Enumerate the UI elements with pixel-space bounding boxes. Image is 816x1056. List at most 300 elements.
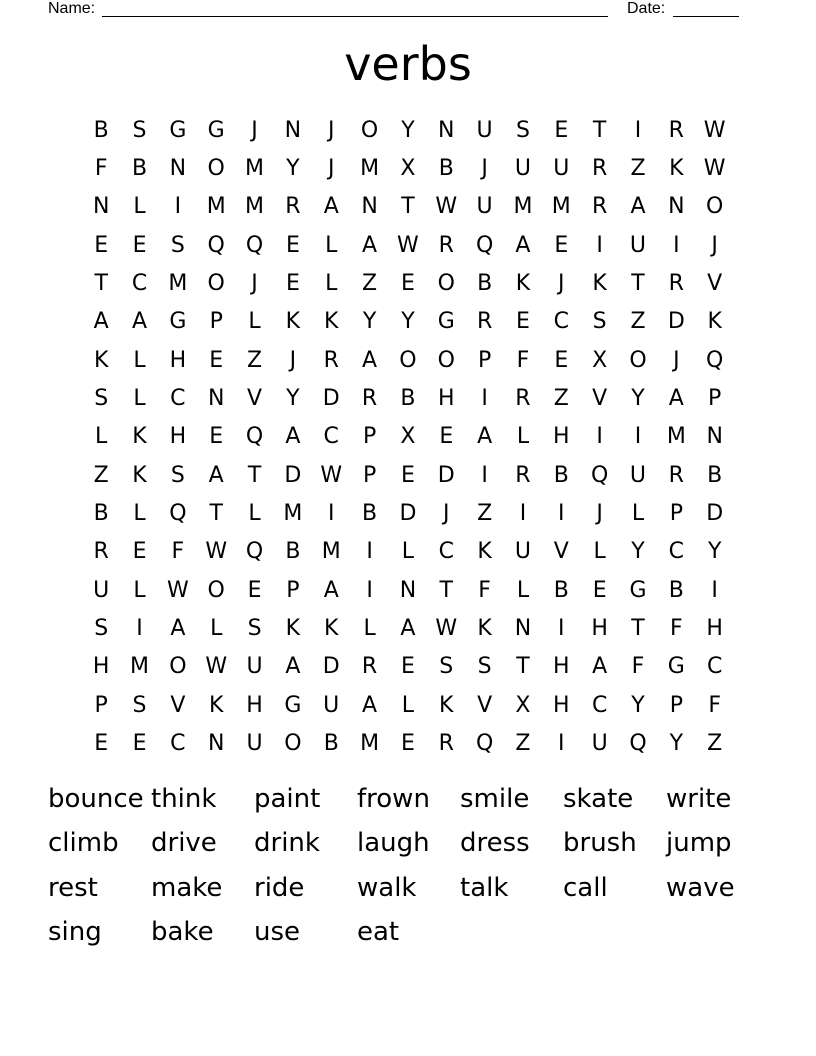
grid-letter: O: [284, 731, 302, 757]
grid-letter: C: [323, 424, 339, 450]
grid-letter: L: [516, 577, 530, 603]
word-bank-item: skate: [563, 784, 634, 814]
name-blank-line[interactable]: [102, 2, 608, 17]
word-bank-item: bounce: [48, 784, 144, 814]
grid-letter: J: [327, 117, 335, 143]
grid-letter: E: [400, 462, 415, 488]
grid-letter: G: [437, 309, 455, 335]
grid-letter: Y: [401, 117, 415, 143]
word-bank-item: laugh: [357, 828, 430, 859]
page-title: verbs: [344, 37, 472, 91]
word-bank-item: climb: [48, 828, 119, 859]
grid-letter: L: [133, 501, 146, 527]
grid-letter: U: [553, 156, 570, 182]
grid-letter: Z: [630, 309, 646, 335]
grid-letter: R: [668, 271, 684, 297]
grid-letter: I: [327, 501, 335, 527]
grid-letter: U: [629, 232, 647, 258]
grid-letter: D: [322, 654, 340, 680]
grid-letter: V: [477, 692, 493, 718]
grid-letter: M: [360, 156, 380, 182]
grid-letter: G: [169, 117, 187, 143]
grid-letter: N: [92, 194, 110, 220]
grid-letter: K: [93, 347, 109, 373]
grid-letter: D: [322, 386, 340, 412]
grid-letter: C: [553, 309, 569, 335]
word-bank-item: think: [151, 784, 217, 814]
grid-letter: I: [673, 232, 680, 258]
grid-letter: R: [438, 232, 454, 258]
grid-letter: Z: [707, 731, 723, 757]
grid-letter: M: [666, 424, 686, 450]
grid-letter: G: [169, 309, 187, 335]
grid-letter: W: [320, 462, 343, 488]
grid-letter: E: [554, 117, 569, 143]
word-bank-item: talk: [460, 872, 509, 903]
grid-letter: Q: [245, 232, 264, 258]
grid-letter: X: [592, 347, 608, 373]
grid-letter: Y: [631, 386, 645, 412]
grid-letter: X: [515, 692, 531, 718]
grid-letter: V: [707, 271, 723, 297]
grid-letter: Y: [286, 156, 300, 182]
grid-letter: G: [629, 577, 647, 603]
grid-letter: R: [668, 462, 684, 488]
grid-letter: C: [706, 654, 723, 680]
grid-letter: O: [437, 347, 455, 373]
grid-letter: U: [93, 577, 110, 603]
grid-letter: P: [209, 309, 223, 335]
grid-letter: O: [399, 347, 417, 373]
grid-letter: U: [514, 539, 531, 565]
grid-letter: T: [94, 271, 108, 297]
grid-letter: J: [289, 347, 297, 373]
grid-letter: Q: [629, 731, 647, 757]
grid-letter: K: [477, 616, 492, 642]
grid-letter: B: [438, 156, 454, 182]
grid-letter: A: [323, 577, 339, 603]
grid-letter: T: [247, 462, 262, 488]
grid-letter: H: [169, 424, 187, 450]
grid-letter: B: [477, 271, 493, 297]
grid-letter: W: [166, 577, 189, 603]
grid-letter: T: [631, 271, 645, 297]
grid-letter: C: [170, 731, 186, 757]
grid-letter: W: [435, 194, 458, 220]
word-bank-item: wave: [666, 872, 735, 903]
grid-letter: I: [711, 577, 718, 603]
grid-letter: O: [360, 117, 379, 143]
grid-letter: H: [553, 692, 570, 718]
grid-letter: T: [631, 616, 645, 642]
grid-letter: N: [361, 194, 378, 220]
grid-letter: Y: [401, 309, 415, 335]
grid-letter: I: [481, 462, 488, 488]
grid-letter: P: [286, 577, 300, 603]
grid-letter: D: [399, 501, 417, 527]
grid-letter: A: [362, 692, 378, 718]
grid-letter: E: [554, 347, 569, 373]
word-bank-item: use: [254, 916, 301, 947]
grid-letter: J: [558, 271, 565, 297]
date-blank-line[interactable]: [673, 2, 739, 17]
grid-letter: M: [283, 501, 303, 527]
grid-letter: I: [634, 424, 642, 450]
grid-letter: K: [324, 616, 339, 642]
grid-letter: N: [668, 194, 685, 220]
grid-letter: E: [400, 654, 415, 680]
grid-letter: P: [362, 462, 377, 488]
grid-letter: N: [207, 731, 225, 757]
grid-letter: R: [93, 539, 109, 565]
grid-letter: U: [476, 117, 493, 143]
grid-letter: W: [205, 539, 228, 565]
grid-letter: N: [169, 156, 187, 182]
grid-letter: S: [94, 386, 109, 412]
grid-letter: K: [285, 309, 301, 335]
grid-letter: Y: [286, 386, 300, 412]
grid-letter: Z: [553, 386, 569, 412]
grid-letter: G: [207, 117, 225, 143]
grid-letter: L: [95, 424, 108, 450]
grid-letter: K: [477, 539, 492, 565]
grid-letter: E: [285, 271, 300, 297]
grid-letter: J: [481, 156, 488, 182]
grid-letter: G: [667, 654, 685, 680]
grid-letter: B: [323, 731, 339, 757]
grid-letter: P: [94, 692, 108, 718]
grid-letter: L: [401, 692, 415, 718]
word-bank-item: drink: [254, 828, 320, 859]
grid-letter: M: [168, 271, 188, 297]
grid-letter: Y: [631, 539, 645, 565]
grid-letter: I: [596, 232, 603, 258]
grid-letter: Y: [362, 309, 377, 335]
grid-letter: A: [362, 232, 378, 258]
grid-letter: W: [205, 654, 228, 680]
grid-letter: H: [437, 386, 455, 412]
grid-letter: J: [327, 156, 335, 182]
grid-letter: H: [169, 347, 187, 373]
grid-letter: O: [207, 271, 225, 297]
grid-letter: T: [401, 194, 415, 220]
grid-letter: N: [399, 577, 417, 603]
grid-letter: Z: [93, 462, 109, 488]
grid-letter: D: [284, 462, 302, 488]
grid-letter: E: [285, 232, 300, 258]
grid-letter: P: [362, 424, 377, 450]
grid-letter: E: [209, 347, 224, 373]
grid-letter: M: [245, 194, 265, 220]
grid-letter: I: [634, 117, 642, 143]
grid-letter: F: [171, 539, 185, 565]
letter-grid: [82, 111, 734, 763]
grid-letter: K: [515, 271, 531, 297]
grid-letter: L: [325, 271, 338, 297]
grid-letter: Y: [631, 692, 645, 718]
grid-letter: R: [515, 462, 531, 488]
grid-letter: S: [592, 309, 607, 335]
grid-letter: L: [133, 577, 146, 603]
grid-letter: J: [711, 232, 718, 258]
grid-letter: B: [362, 501, 378, 527]
grid-letter: S: [170, 462, 185, 488]
grid-letter: R: [323, 347, 339, 373]
grid-letter: S: [515, 117, 530, 143]
grid-letter: N: [207, 386, 225, 412]
grid-letter: T: [439, 577, 453, 603]
grid-letter: Q: [475, 731, 494, 757]
grid-letter: G: [284, 692, 302, 718]
grid-letter: X: [400, 424, 416, 450]
grid-letter: V: [247, 386, 263, 412]
grid-letter: I: [366, 539, 373, 565]
grid-letter: K: [669, 156, 684, 182]
grid-letter: C: [131, 271, 148, 297]
grid-letter: R: [438, 731, 454, 757]
grid-letter: H: [706, 616, 723, 642]
grid-letter: J: [251, 271, 258, 297]
grid-letter: F: [708, 692, 721, 718]
word-bank: [48, 777, 768, 954]
grid-letter: T: [592, 117, 607, 143]
grid-letter: C: [591, 692, 608, 718]
word-bank-item: sing: [48, 916, 102, 947]
word-bank-item: ride: [254, 872, 305, 903]
grid-letter: F: [478, 577, 491, 603]
grid-letter: D: [706, 501, 724, 527]
grid-letter: I: [174, 194, 182, 220]
grid-letter: M: [245, 156, 265, 182]
grid-letter: M: [130, 654, 149, 680]
grid-letter: P: [669, 692, 683, 718]
word-bank-item: rest: [48, 872, 98, 903]
grid-letter: Z: [362, 271, 378, 297]
grid-letter: L: [248, 501, 261, 527]
date-label: Date:: [627, 0, 666, 17]
grid-letter: E: [132, 731, 147, 757]
grid-letter: O: [169, 654, 187, 680]
grid-letter: A: [131, 309, 148, 335]
grid-letter: O: [207, 577, 225, 603]
grid-letter: U: [476, 194, 493, 220]
grid-letter: U: [246, 654, 263, 680]
grid-letter: S: [132, 692, 147, 718]
grid-letter: E: [400, 731, 415, 757]
grid-letter: L: [631, 501, 645, 527]
grid-letter: Q: [590, 462, 609, 488]
grid-letter: E: [400, 271, 415, 297]
grid-letter: S: [94, 616, 109, 642]
grid-letter: V: [553, 539, 569, 565]
grid-letter: K: [285, 616, 301, 642]
grid-letter: L: [210, 616, 223, 642]
grid-letter: L: [133, 194, 146, 220]
grid-letter: L: [133, 347, 146, 373]
grid-letter: P: [669, 501, 683, 527]
grid-letter: B: [553, 577, 569, 603]
grid-letter: Z: [477, 501, 493, 527]
grid-letter: U: [323, 692, 340, 718]
grid-letter: E: [94, 232, 109, 258]
word-bank-item: make: [151, 872, 223, 903]
grid-letter: A: [170, 616, 186, 642]
grid-letter: Q: [207, 232, 225, 258]
grid-letter: E: [592, 577, 607, 603]
grid-letter: S: [439, 654, 454, 680]
grid-letter: B: [400, 386, 416, 412]
grid-letter: A: [323, 194, 339, 220]
grid-letter: E: [209, 424, 224, 450]
grid-letter: D: [667, 309, 685, 335]
grid-letter: P: [477, 347, 492, 373]
grid-letter: R: [668, 117, 684, 143]
grid-letter: N: [706, 424, 723, 450]
grid-letter: P: [708, 386, 722, 412]
grid-letter: M: [321, 539, 341, 565]
grid-letter: Z: [630, 156, 646, 182]
grid-letter: O: [706, 194, 724, 220]
word-bank-item: brush: [563, 828, 637, 859]
grid-letter: A: [208, 462, 224, 488]
grid-letter: E: [132, 232, 147, 258]
grid-letter: E: [94, 731, 109, 757]
grid-letter: I: [558, 501, 565, 527]
grid-letter: I: [481, 386, 488, 412]
grid-letter: Q: [245, 539, 264, 565]
grid-letter: O: [437, 271, 455, 297]
grid-letter: H: [246, 692, 263, 718]
grid-letter: E: [132, 539, 147, 565]
grid-letter: B: [285, 539, 301, 565]
grid-letter: W: [703, 117, 726, 143]
grid-letter: K: [592, 271, 607, 297]
grid-letter: A: [515, 232, 531, 258]
grid-letter: A: [93, 309, 109, 335]
grid-letter: J: [596, 501, 603, 527]
grid-letter: E: [439, 424, 454, 450]
grid-letter: N: [438, 117, 455, 143]
word-bank-item: write: [666, 784, 732, 814]
grid-letter: A: [592, 654, 608, 680]
grid-letter: L: [325, 232, 338, 258]
grid-letter: L: [248, 309, 261, 335]
grid-letter: B: [668, 577, 684, 603]
grid-letter: M: [513, 194, 533, 220]
word-bank-item: walk: [357, 872, 417, 903]
word-bank-item: dress: [460, 828, 530, 859]
grid-letter: V: [170, 692, 186, 718]
grid-letter: E: [247, 577, 262, 603]
grid-letter: L: [363, 616, 376, 642]
grid-letter: A: [668, 386, 684, 412]
grid-letter: F: [670, 616, 683, 642]
grid-letter: M: [551, 194, 571, 220]
word-bank-item: jump: [666, 828, 732, 859]
grid-letter: C: [170, 386, 186, 412]
grid-letter: N: [514, 616, 532, 642]
word-bank-item: drive: [151, 828, 217, 859]
grid-letter: Q: [706, 347, 724, 373]
word-bank-item: call: [563, 872, 608, 903]
grid-letter: U: [514, 156, 531, 182]
grid-letter: I: [596, 424, 603, 450]
grid-letter: R: [361, 654, 378, 680]
grid-letter: R: [285, 194, 301, 220]
grid-letter: V: [592, 386, 608, 412]
grid-letter: Z: [247, 347, 263, 373]
grid-letter: W: [397, 232, 419, 258]
grid-letter: F: [631, 654, 645, 680]
word-bank-item: eat: [357, 916, 400, 947]
grid-letter: O: [629, 347, 647, 373]
grid-letter: Y: [707, 539, 722, 565]
grid-letter: F: [94, 156, 108, 182]
grid-letter: I: [558, 731, 565, 757]
grid-letter: C: [438, 539, 454, 565]
grid-letter: T: [516, 654, 530, 680]
grid-letter: L: [133, 386, 146, 412]
grid-letter: S: [477, 654, 492, 680]
grid-letter: K: [132, 462, 147, 488]
grid-letter: M: [360, 731, 380, 757]
grid-letter: X: [400, 156, 416, 182]
grid-letter: I: [366, 577, 373, 603]
grid-letter: I: [558, 616, 565, 642]
grid-letter: W: [703, 156, 726, 182]
grid-letter: D: [437, 462, 455, 488]
grid-letter: C: [668, 539, 685, 565]
grid-letter: W: [435, 616, 458, 642]
grid-letter: H: [553, 424, 570, 450]
grid-letter: B: [93, 117, 109, 143]
grid-letter: L: [401, 539, 415, 565]
grid-letter: U: [629, 462, 647, 488]
grid-letter: A: [630, 194, 646, 220]
grid-letter: K: [208, 692, 224, 718]
grid-letter: R: [361, 386, 378, 412]
grid-letter: A: [400, 616, 416, 642]
name-label: Name:: [48, 0, 96, 17]
grid-letter: R: [591, 156, 608, 182]
grid-letter: K: [324, 309, 339, 335]
grid-letter: S: [132, 117, 147, 143]
grid-letter: L: [593, 539, 606, 565]
grid-letter: N: [284, 117, 302, 143]
grid-letter: L: [516, 424, 530, 450]
grid-letter: A: [362, 347, 378, 373]
grid-letter: K: [707, 309, 722, 335]
word-bank-item: paint: [254, 784, 321, 814]
grid-letter: S: [170, 232, 185, 258]
grid-letter: K: [132, 424, 147, 450]
grid-letter: U: [591, 731, 608, 757]
grid-letter: H: [591, 616, 608, 642]
grid-letter: H: [92, 654, 110, 680]
grid-letter: S: [247, 616, 262, 642]
grid-letter: Y: [669, 731, 684, 757]
grid-letter: T: [209, 501, 223, 527]
grid-letter: A: [285, 424, 301, 450]
grid-letter: I: [519, 501, 527, 527]
word-bank-item: smile: [460, 784, 530, 814]
grid-letter: R: [515, 386, 531, 412]
grid-letter: Q: [245, 424, 264, 450]
grid-letter: B: [707, 462, 723, 488]
grid-letter: M: [206, 194, 226, 220]
grid-letter: E: [516, 309, 530, 335]
grid-letter: E: [554, 232, 569, 258]
